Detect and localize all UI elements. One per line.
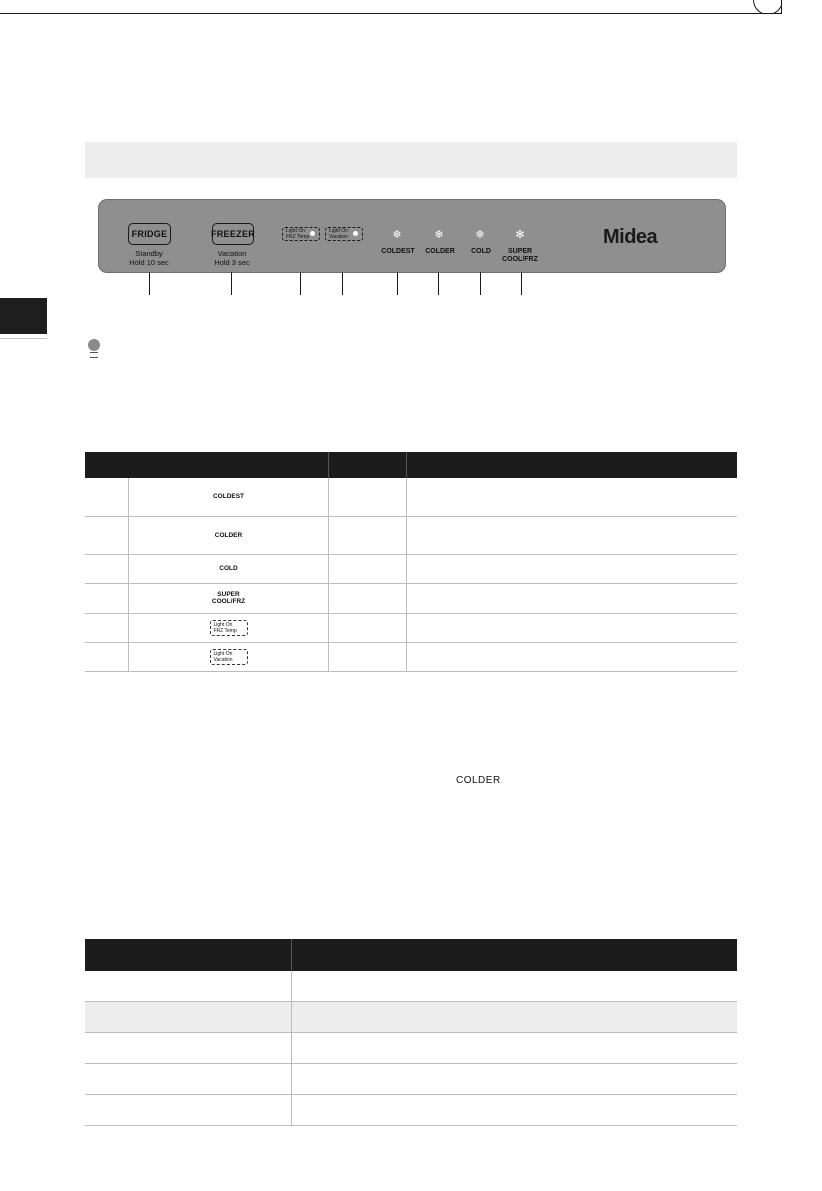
super-cool-label: SUPER COOL/FRZ <box>502 248 538 263</box>
table-cell <box>292 1002 738 1033</box>
indicator-dot-icon <box>353 231 358 236</box>
freezer-button-caption: Vacation Hold 3 sec <box>214 249 250 267</box>
table-cell <box>292 1033 738 1064</box>
table-header-row <box>85 452 737 478</box>
table-header-cell <box>292 939 738 971</box>
table-cell <box>329 478 407 516</box>
table-cell <box>329 516 407 554</box>
language-side-tab <box>0 298 47 334</box>
lightbulb-base-icon <box>90 352 98 358</box>
table-cell <box>407 613 738 642</box>
table-row <box>85 1095 737 1126</box>
table-row <box>85 516 737 554</box>
cold-label: COLD <box>471 248 491 255</box>
super-cool-icon: ✻ <box>515 229 525 241</box>
callout-line <box>521 272 522 295</box>
snowflake-icon: ❄ <box>392 229 402 241</box>
table-cell <box>85 971 292 1002</box>
table-cell <box>85 1033 292 1064</box>
table-cell <box>85 1095 292 1126</box>
table-row <box>85 971 737 1002</box>
snowflake-icon: ❄ <box>475 229 485 241</box>
table-cell <box>407 478 738 516</box>
table-cell <box>407 516 738 554</box>
table-row <box>85 478 737 516</box>
table-cell-display: COLDEST <box>129 478 329 516</box>
table-cell <box>329 583 407 613</box>
table-cell <box>292 1095 738 1126</box>
table-cell <box>85 478 129 516</box>
coldest-label: COLDEST <box>381 248 415 255</box>
table-cell-display <box>129 613 329 642</box>
table-cell <box>292 971 738 1002</box>
table-row <box>85 554 737 583</box>
table-row <box>85 613 737 642</box>
table-cell-display: COLD <box>129 554 329 583</box>
colder-inline-label: COLDER <box>456 775 501 786</box>
table-row <box>85 642 737 671</box>
snowflake-icon: ❄ <box>434 229 444 241</box>
light-frz-temp-indicator: Light On FRZ Temp <box>210 620 248 636</box>
page-corner-curve <box>752 0 782 14</box>
table-cell <box>407 583 738 613</box>
light-frz-temp-indicator: Light On FRZ Temp <box>282 227 320 241</box>
table-cell <box>85 613 129 642</box>
table-cell <box>329 642 407 671</box>
table-cell-display <box>129 642 329 671</box>
freezer-button: FREEZER <box>212 223 254 245</box>
fridge-button: FRIDGE <box>128 223 171 245</box>
table-header-cell <box>407 452 738 478</box>
colder-label: COLDER <box>425 248 455 255</box>
indicator-table <box>85 452 737 672</box>
side-tab-divider <box>0 338 47 339</box>
page-corner-line <box>0 13 782 14</box>
table-cell-display: SUPER COOL/FRZ <box>129 583 329 613</box>
table-cell-display: COLDER <box>129 516 329 554</box>
table-cell <box>407 642 738 671</box>
table-row <box>85 1064 737 1095</box>
table-cell <box>85 516 129 554</box>
table-row <box>85 583 737 613</box>
callout-line <box>231 272 232 295</box>
table-header-cell <box>85 452 329 478</box>
light-vacation-indicator: Light On Vacation <box>210 649 248 665</box>
table-cell <box>329 613 407 642</box>
table-cell <box>85 1064 292 1095</box>
callout-line <box>149 272 150 295</box>
table-header-cell <box>85 939 292 971</box>
table-cell <box>329 554 407 583</box>
settings-table <box>85 939 737 1126</box>
table-cell <box>85 583 129 613</box>
table-header-row <box>85 939 737 971</box>
table-cell <box>85 554 129 583</box>
callout-line <box>300 272 301 295</box>
callout-line <box>480 272 481 295</box>
indicator-dot-icon <box>310 231 315 236</box>
table-cell <box>292 1064 738 1095</box>
light-vacation-indicator: Light On Vacation <box>325 227 363 241</box>
callout-line <box>438 272 439 295</box>
brand-logo: Midea <box>603 226 658 248</box>
table-header-cell <box>329 452 407 478</box>
table-row <box>85 1002 737 1033</box>
callout-line <box>342 272 343 295</box>
lightbulb-icon <box>88 339 100 351</box>
table-cell <box>407 554 738 583</box>
table-cell <box>85 642 129 671</box>
table-row <box>85 1033 737 1064</box>
control-panel-illustration <box>98 199 726 273</box>
callout-line <box>397 272 398 295</box>
section-title-band <box>85 142 737 178</box>
fridge-button-caption: Standby Hold 10 sec <box>129 249 169 267</box>
table-cell <box>85 1002 292 1033</box>
